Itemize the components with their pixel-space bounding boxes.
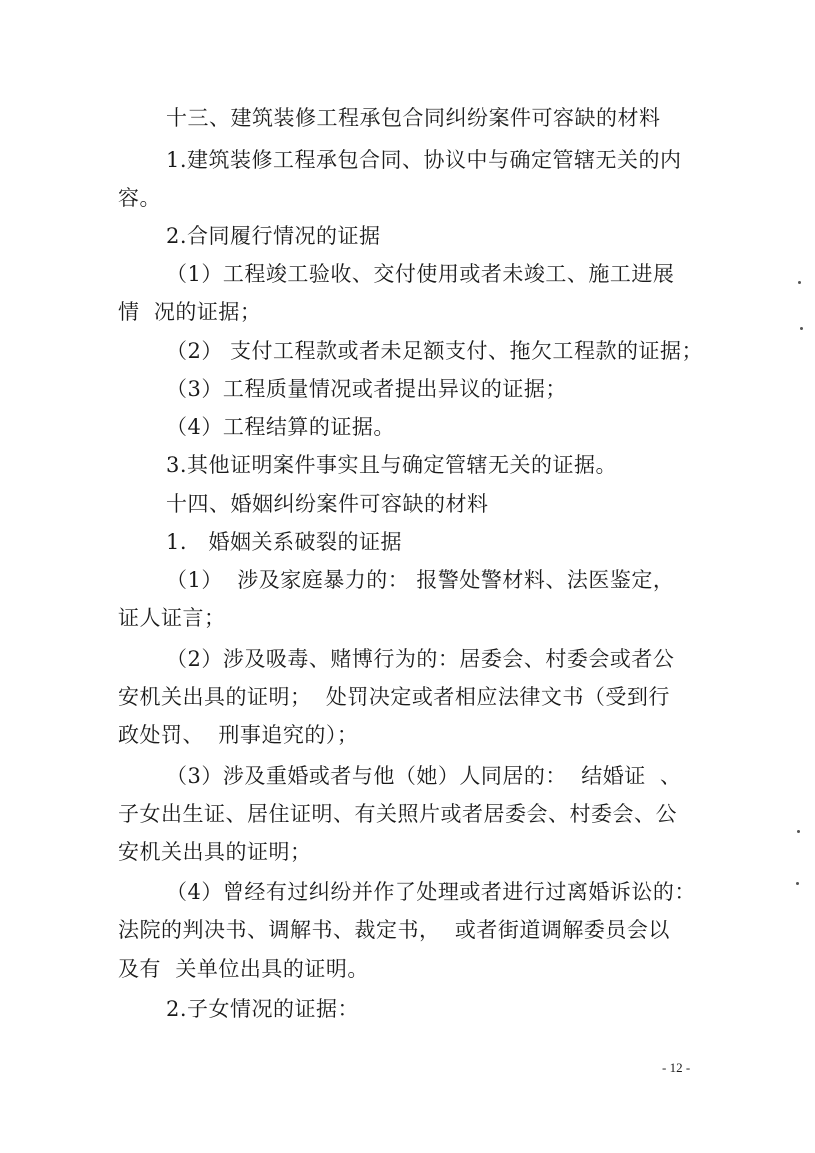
scan-speck — [798, 281, 801, 284]
paragraph-line: （2） 支付工程款或者未足额支付、拖欠工程款的证据； — [166, 339, 704, 363]
section-heading-13: 十三、建筑装修工程承包合同纠纷案件可容缺的材料 — [166, 106, 661, 130]
paragraph-line: 1. 婚姻关系破裂的证据 — [166, 530, 403, 554]
scan-speck — [800, 327, 803, 330]
paragraph-line: 2.合同履行情况的证据 — [166, 224, 381, 248]
paragraph-line: （4）工程结算的证据。 — [166, 415, 395, 439]
paragraph-line: （3）工程质量情况或者提出异议的证据； — [166, 377, 567, 401]
section-heading-14: 十四、婚姻纠纷案件可容缺的材料 — [166, 492, 489, 516]
paragraph-line: 1.建筑装修工程承包合同、协议中与确定管辖无关的内 — [166, 148, 682, 172]
paragraph-line: 子女出生证、居住证明、有关照片或者居委会、村委会、公 — [118, 802, 677, 826]
paragraph-line: 容。 — [118, 186, 161, 210]
paragraph-line: （1） 涉及家庭暴力的： 报警处警材料、法医鉴定， — [166, 568, 675, 592]
paragraph-line: （1）工程竣工验收、交付使用或者未竣工、施工进展 — [166, 262, 675, 286]
paragraph-line: 及有 关单位出具的证明。 — [118, 957, 369, 981]
paragraph-line: 3.其他证明案件事实且与确定管辖无关的证据。 — [166, 453, 618, 477]
paragraph-line: （2）涉及吸毒、赌博行为的：居委会、村委会或者公 — [166, 647, 675, 671]
paragraph-line: 政处罚、 刑事追究的）； — [118, 723, 359, 747]
scan-speck — [796, 882, 799, 885]
page-number: - 12 - — [662, 1060, 691, 1075]
paragraph-line: （4）曾经有过纠纷并作了处理或者进行过离婚诉讼的： — [166, 880, 696, 904]
scan-speck — [797, 830, 800, 833]
paragraph-line: 法院的判决书、调解书、裁定书， 或者街道调解委员会以 — [118, 918, 670, 942]
paragraph-line: 情 况的证据； — [118, 300, 262, 324]
paragraph-line: 2.子女情况的证据： — [166, 997, 360, 1021]
paragraph-line: （3）涉及重婚或者与他（她）人同居的： 结婚证 、 — [166, 764, 682, 788]
paragraph-line: 证人证言； — [118, 606, 226, 630]
paragraph-line: 安机关出具的证明； 处罚决定或者相应法律文书（受到行 — [118, 685, 670, 709]
paragraph-line: 安机关出具的证明； — [118, 840, 312, 864]
